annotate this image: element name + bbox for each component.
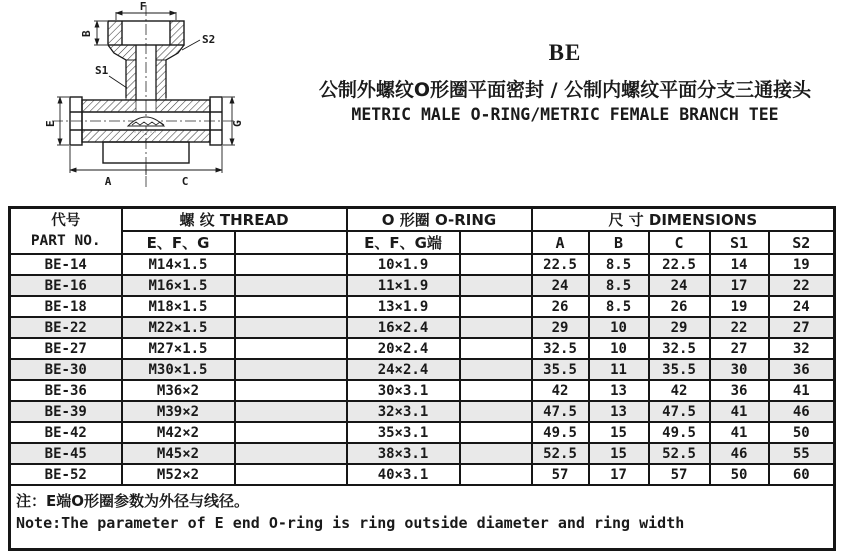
header-part-no bbox=[10, 208, 122, 255]
oring-cell: 40×3.1 bbox=[347, 464, 460, 485]
spec-table bbox=[8, 206, 836, 551]
oring-extra-cell bbox=[460, 317, 532, 338]
oring-cell: 30×3.1 bbox=[347, 380, 460, 401]
oring-extra-cell bbox=[460, 422, 532, 443]
thread-extra-cell bbox=[235, 464, 347, 485]
dim-s1-cell: 14 bbox=[710, 254, 769, 275]
dim-s1-cell: 41 bbox=[710, 401, 769, 422]
page-title-chinese: 公制外螺纹O形圈平面密封 / 公制内螺纹平面分支三通接头 bbox=[318, 79, 812, 101]
dim-b-cell: 15 bbox=[589, 443, 649, 464]
dim-a-cell: 42 bbox=[532, 380, 589, 401]
oring-cell: 24×2.4 bbox=[347, 359, 460, 380]
dim-s1-cell: 36 bbox=[710, 380, 769, 401]
dim-label-s2: S2 bbox=[202, 33, 216, 46]
dim-s2-cell: 32 bbox=[769, 338, 835, 359]
oring-cell: 35×3.1 bbox=[347, 422, 460, 443]
dim-b-cell: 8.5 bbox=[589, 275, 649, 296]
thread-extra-cell bbox=[235, 401, 347, 422]
dim-label-g: G bbox=[231, 120, 244, 127]
dim-s2-cell: 36 bbox=[769, 359, 835, 380]
header-oring-group: O 形圈 O-RING bbox=[347, 208, 532, 232]
header-dim-s2: S2 bbox=[769, 231, 835, 254]
part-no-cell: BE-27 bbox=[10, 338, 122, 359]
leader-s2 bbox=[182, 33, 215, 50]
dim-b-cell: 13 bbox=[589, 401, 649, 422]
dim-s2-cell: 27 bbox=[769, 317, 835, 338]
oring-cell: 38×3.1 bbox=[347, 443, 460, 464]
part-no-cell: BE-52 bbox=[10, 464, 122, 485]
dim-a-cell: 22.5 bbox=[532, 254, 589, 275]
header-oring-extra bbox=[460, 231, 532, 254]
dim-c-cell: 35.5 bbox=[649, 359, 710, 380]
dim-b-cell: 17 bbox=[589, 464, 649, 485]
dim-s1-cell: 22 bbox=[710, 317, 769, 338]
dim-c-cell: 29 bbox=[649, 317, 710, 338]
title-block bbox=[300, 40, 830, 124]
thread-cell: M39×2 bbox=[122, 401, 235, 422]
dim-a-cell: 26 bbox=[532, 296, 589, 317]
header-part-no-en: PART NO. bbox=[30, 233, 101, 249]
header-dim-s1: S1 bbox=[710, 231, 769, 254]
header-oring-sub: E、F、G端 bbox=[347, 231, 460, 254]
oring-cell: 16×2.4 bbox=[347, 317, 460, 338]
dim-s1-cell: 50 bbox=[710, 464, 769, 485]
part-no-cell: BE-45 bbox=[10, 443, 122, 464]
dim-a-cell: 29 bbox=[532, 317, 589, 338]
table-row bbox=[10, 401, 835, 422]
oring-extra-cell bbox=[460, 359, 532, 380]
thread-extra-cell bbox=[235, 317, 347, 338]
table-row bbox=[10, 359, 835, 380]
dim-a-cell: 24 bbox=[532, 275, 589, 296]
table-row bbox=[10, 380, 835, 401]
series-code: BE bbox=[548, 40, 582, 65]
table-row bbox=[10, 275, 835, 296]
dim-label-b: B bbox=[80, 30, 93, 37]
thread-extra-cell bbox=[235, 359, 347, 380]
dim-s1-cell: 27 bbox=[710, 338, 769, 359]
dim-s1-cell: 30 bbox=[710, 359, 769, 380]
dim-c-cell: 57 bbox=[649, 464, 710, 485]
header-thread-group: 螺 纹 THREAD bbox=[122, 208, 347, 232]
dimension-f bbox=[116, 0, 176, 20]
dim-c-cell: 24 bbox=[649, 275, 710, 296]
page-title-english: METRIC MALE O-RING/METRIC FEMALE BRANCH TEE bbox=[351, 105, 779, 124]
part-no-cell: BE-42 bbox=[10, 422, 122, 443]
dim-label-f: F bbox=[139, 0, 147, 13]
dim-b-cell: 10 bbox=[589, 317, 649, 338]
oring-extra-cell bbox=[460, 443, 532, 464]
table-row bbox=[10, 464, 835, 485]
table-row bbox=[10, 317, 835, 338]
dim-a-cell: 57 bbox=[532, 464, 589, 485]
dim-b-cell: 15 bbox=[589, 422, 649, 443]
leader-s1 bbox=[95, 64, 127, 88]
oring-extra-cell bbox=[460, 338, 532, 359]
dimension-b bbox=[80, 21, 107, 45]
thread-extra-cell bbox=[235, 443, 347, 464]
thread-extra-cell bbox=[235, 422, 347, 443]
thread-cell: M42×2 bbox=[122, 422, 235, 443]
note-chinese: 注：E端O形圈参数为外径与线径。 bbox=[16, 492, 249, 510]
oring-extra-cell bbox=[460, 254, 532, 275]
oring-extra-cell bbox=[460, 464, 532, 485]
thread-extra-cell bbox=[235, 275, 347, 296]
part-no-cell: BE-39 bbox=[10, 401, 122, 422]
note-english: Note:The parameter of E end O-ring is ring outside diameter and ring width bbox=[16, 514, 685, 532]
table-row bbox=[10, 296, 835, 317]
spec-table-header bbox=[10, 208, 835, 255]
thread-cell: M18×1.5 bbox=[122, 296, 235, 317]
dim-b-cell: 8.5 bbox=[589, 296, 649, 317]
dim-label-s1: S1 bbox=[95, 64, 109, 77]
dim-a-cell: 35.5 bbox=[532, 359, 589, 380]
table-row bbox=[10, 254, 835, 275]
thread-extra-cell bbox=[235, 254, 347, 275]
table-row bbox=[10, 422, 835, 443]
oring-extra-cell bbox=[460, 275, 532, 296]
header-thread-extra bbox=[235, 231, 347, 254]
dim-s2-cell: 46 bbox=[769, 401, 835, 422]
thread-cell: M30×1.5 bbox=[122, 359, 235, 380]
dim-s1-cell: 46 bbox=[710, 443, 769, 464]
thread-cell: M22×1.5 bbox=[122, 317, 235, 338]
dim-s1-cell: 17 bbox=[710, 275, 769, 296]
dim-s2-cell: 50 bbox=[769, 422, 835, 443]
header-dim-b: B bbox=[589, 231, 649, 254]
dim-label-c: C bbox=[181, 175, 189, 188]
dim-s2-cell: 24 bbox=[769, 296, 835, 317]
header-part-no-zh: 代号 bbox=[51, 212, 81, 229]
dim-c-cell: 47.5 bbox=[649, 401, 710, 422]
part-no-cell: BE-36 bbox=[10, 380, 122, 401]
dimension-e bbox=[44, 97, 69, 145]
table-note bbox=[10, 485, 835, 549]
dim-s2-cell: 41 bbox=[769, 380, 835, 401]
thread-cell: M16×1.5 bbox=[122, 275, 235, 296]
thread-cell: M14×1.5 bbox=[122, 254, 235, 275]
thread-cell: M45×2 bbox=[122, 443, 235, 464]
header-dimensions-group: 尺 寸 DIMENSIONS bbox=[532, 208, 835, 232]
header-thread-sub: E、F、G bbox=[122, 231, 235, 254]
dim-a-cell: 32.5 bbox=[532, 338, 589, 359]
dim-c-cell: 49.5 bbox=[649, 422, 710, 443]
dim-s2-cell: 19 bbox=[769, 254, 835, 275]
dim-label-a: A bbox=[104, 175, 112, 188]
dim-b-cell: 13 bbox=[589, 380, 649, 401]
dim-c-cell: 42 bbox=[649, 380, 710, 401]
dim-c-cell: 26 bbox=[649, 296, 710, 317]
dim-a-cell: 47.5 bbox=[532, 401, 589, 422]
dim-c-cell: 52.5 bbox=[649, 443, 710, 464]
part-no-cell: BE-18 bbox=[10, 296, 122, 317]
part-no-cell: BE-16 bbox=[10, 275, 122, 296]
dim-s2-cell: 55 bbox=[769, 443, 835, 464]
oring-cell: 11×1.9 bbox=[347, 275, 460, 296]
dim-a-cell: 49.5 bbox=[532, 422, 589, 443]
dim-c-cell: 32.5 bbox=[649, 338, 710, 359]
tee-fitting-section-drawing bbox=[10, 0, 260, 200]
dim-a-cell: 52.5 bbox=[532, 443, 589, 464]
header-dim-c: C bbox=[649, 231, 710, 254]
oring-cell: 32×3.1 bbox=[347, 401, 460, 422]
part-no-cell: BE-30 bbox=[10, 359, 122, 380]
dim-s2-cell: 60 bbox=[769, 464, 835, 485]
dim-s1-cell: 19 bbox=[710, 296, 769, 317]
oring-extra-cell bbox=[460, 380, 532, 401]
technical-drawing bbox=[10, 0, 260, 200]
dim-b-cell: 8.5 bbox=[589, 254, 649, 275]
thread-extra-cell bbox=[235, 296, 347, 317]
dim-s2-cell: 22 bbox=[769, 275, 835, 296]
header-dim-a: A bbox=[532, 231, 589, 254]
oring-cell: 20×2.4 bbox=[347, 338, 460, 359]
dim-label-e: E bbox=[44, 120, 57, 127]
oring-extra-cell bbox=[460, 296, 532, 317]
dim-c-cell: 22.5 bbox=[649, 254, 710, 275]
thread-cell: M27×1.5 bbox=[122, 338, 235, 359]
table-row bbox=[10, 338, 835, 359]
table-row bbox=[10, 443, 835, 464]
dim-b-cell: 11 bbox=[589, 359, 649, 380]
oring-cell: 10×1.9 bbox=[347, 254, 460, 275]
thread-extra-cell bbox=[235, 380, 347, 401]
thread-cell: M36×2 bbox=[122, 380, 235, 401]
part-no-cell: BE-22 bbox=[10, 317, 122, 338]
dim-s1-cell: 41 bbox=[710, 422, 769, 443]
oring-cell: 13×1.9 bbox=[347, 296, 460, 317]
thread-extra-cell bbox=[235, 338, 347, 359]
part-no-cell: BE-14 bbox=[10, 254, 122, 275]
dim-b-cell: 10 bbox=[589, 338, 649, 359]
thread-cell: M52×2 bbox=[122, 464, 235, 485]
oring-extra-cell bbox=[460, 401, 532, 422]
spec-table-body bbox=[10, 254, 835, 485]
